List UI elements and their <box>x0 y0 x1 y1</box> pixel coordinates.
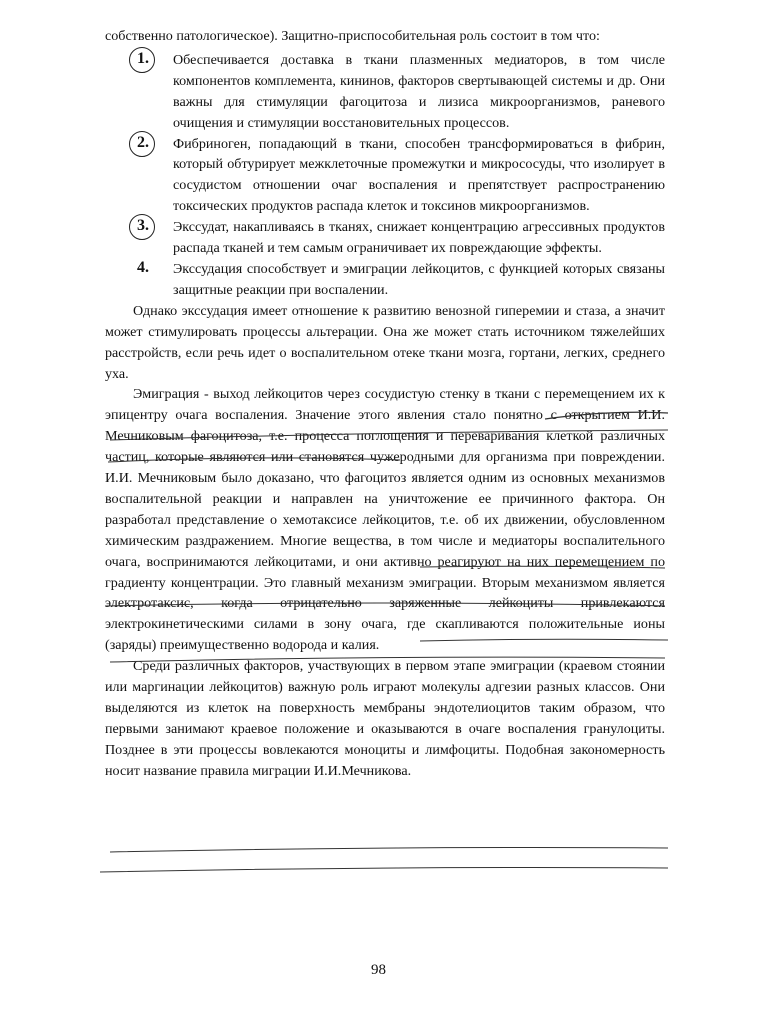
list-number: 2. <box>137 133 149 151</box>
page-body <box>105 26 665 782</box>
intro-text: собственно патологическое). Защитно-приспособительная роль состоит в том что: <box>105 28 600 44</box>
list-item <box>105 134 665 218</box>
paragraph: Однако экссудация имеет отношение к развитию венозной гиперемии и стаза, а значит может стимулировать процессы альтерации. Она же может стать источником тяжелейших расстройств, если речь идет о воспалительном отеке ткани мозга, гортани, легких, среднего уха. <box>105 302 665 382</box>
list-item-text: Экссудация способствует и эмиграции лейкоцитов, с функцией которых связаны защитные реакции при воспалении. <box>173 260 665 298</box>
list-number: 1. <box>137 49 149 67</box>
list-item <box>105 259 665 301</box>
list-item-text: Экссудат, накапливаясь в тканях, снижает концентрацию агрессивных продуктов распада тканей и тем самым ограничивает их повреждающие эффекты. <box>173 219 665 257</box>
list-item-text: Обеспечивается доставка в ткани плазменных медиаторов, в том числе компонентов комплемента, кининов, факторов свертывающей системы и др. Они важны для стимуляции фагоцитоза и лизиса микроорганизмов, раневого очищения и стимуляции восстановительных процессов. <box>173 51 665 131</box>
list-item-text: Фибриноген, попадающий в ткани, способен трансформироваться в фибрин, который обтурирует межклеточные промежутки и микрососуды, что изолирует в сосудистом отношении очаг воспаления и препятствует распространению токсических продуктов распада клеток и токсинов микроорганизмов. <box>173 135 665 215</box>
page-number: 98 <box>371 962 386 978</box>
paragraph: Среди различных факторов, участвующих в первом этапе эмиграции (краевом стоянии или маргинации лейкоцитов) важную роль играют молекулы адгезии разных классов. Они выделяются из клеток на поверхность мембраны эндотелиоцитов таким образом, что первыми занимают краевое положение и оказываются в очаге воспаления гранулоциты. Позднее в эти процессы вовлекаются моноциты и лимфоциты. Подобная закономерность носит название правила миграции И.И.Мечникова. <box>105 658 665 779</box>
numbered-list <box>105 50 665 301</box>
list-number: 3. <box>137 217 149 235</box>
list-item <box>105 50 665 134</box>
list-number: 4. <box>137 258 149 276</box>
paragraph: Эмиграция - выход лейкоцитов через сосудистую стенку в ткани с перемещением их к эпицентру очага воспаления. Значение этого явления стало понятно с открытием И.И. Мечниковым фагоцитоза, т.е. процесса поглощения и переваривания клеткой различных частиц, которые являются или становятся чужеродными для организма при повреждении. И.И. Мечниковым было доказано, что фагоцитоз является одним из основных механизмов воспалительной реакции и направлен на уничтожение ее причинного фактора. Он разработал представление о хемотаксисе лейкоцитов, т.е. об их движении, обусловленном химическим раздражением. Многие вещества, в том числе и медиаторы воспалительного очага, воспринимаются лейкоцитами, и они активно реагируют на них перемещением по градиенту концентрации. Это главный механизм эмиграции. Вторым механизмом является электротаксис, когда отрицательно заряженные лейкоциты привлекаются электрокинетическими силами в зону очага, где скапливаются положительные ионы (заряды) преимущественно водорода и калия. <box>105 386 665 654</box>
list-item <box>105 217 665 259</box>
